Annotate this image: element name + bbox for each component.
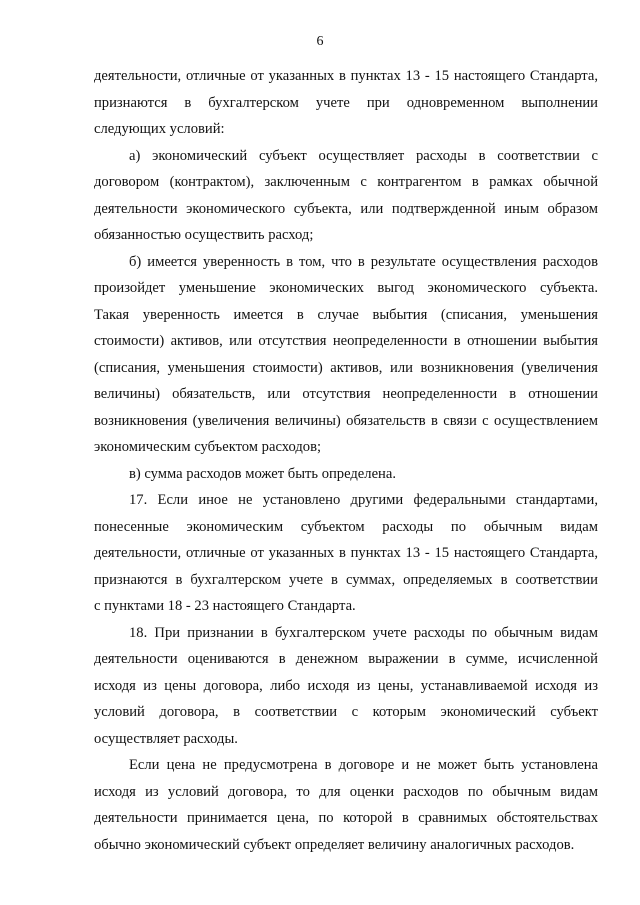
paragraph bbox=[94, 143, 598, 249]
text-line: деятельности, отличные от указанных в пунктах 13 - 15 настоящего Стандарта, bbox=[94, 545, 598, 561]
text-line: Такая уверенность имеется в случае выбытия (списания, уменьшения bbox=[94, 306, 598, 323]
paragraph bbox=[94, 620, 598, 753]
text-line: произойдет уменьшение экономических выгод экономического субъекта. bbox=[94, 280, 598, 296]
text-line: величины) обязательств, или отсутствия неопределенности в отношении bbox=[94, 386, 598, 402]
page-number: 6 bbox=[316, 34, 324, 49]
text-line: 18. При признании в бухгалтерском учете расходы по обычным видам bbox=[129, 624, 598, 641]
text-line: в) сумма расходов может быть определена. bbox=[129, 465, 396, 482]
text-line: понесенные экономическим субъектом расходы по обычным видам bbox=[94, 518, 598, 535]
text-line: а) экономический субъект осуществляет расходы в соответствии с bbox=[129, 147, 598, 164]
text-line: деятельности принимается цена, по которой в сравнимых обстоятельствах bbox=[94, 810, 598, 826]
text-line: стоимости) активов, или отсутствия неопределенности в отношении выбытия bbox=[94, 333, 598, 349]
text-line: обычно экономический субъект определяет величину аналогичных расходов. bbox=[94, 836, 575, 853]
text-line: обязанностью осуществить расход; bbox=[94, 227, 314, 243]
text-line: деятельности оцениваются в денежном выражении в сумме, исчисленной bbox=[94, 651, 598, 667]
document-body bbox=[94, 63, 598, 858]
text-line: признаются в бухгалтерском учете в суммах, определяемых в соответствии bbox=[94, 571, 598, 588]
text-line: деятельности экономического субъекта, или подтвержденной иным образом bbox=[94, 200, 598, 217]
paragraph bbox=[94, 63, 598, 143]
text-line: признаются в бухгалтерском учете при одновременном выполнении bbox=[94, 94, 598, 111]
paragraph bbox=[94, 249, 598, 461]
text-line: возникновения (увеличения величины) обязательств в связи с осуществлением bbox=[94, 412, 598, 429]
text-line: б) имеется уверенность в том, что в результате осуществления расходов bbox=[129, 253, 598, 270]
text-line: осуществляет расходы. bbox=[94, 730, 238, 747]
text-line: Если цена не предусмотрена в договоре и не может быть установлена bbox=[129, 757, 598, 773]
text-line: исходя из условий договора, то для оценки расходов по обычным видам bbox=[94, 783, 598, 800]
paragraph bbox=[94, 461, 598, 488]
text-line: исходя из цены договора, либо исходя из цены, устанавливаемой исходя из bbox=[94, 677, 598, 694]
text-line: экономическим субъектом расходов; bbox=[94, 439, 322, 455]
text-line: следующих условий: bbox=[94, 121, 225, 137]
text-line: договором (контрактом), заключенным с контрагентом в рамках обычной bbox=[94, 174, 598, 190]
text-line: деятельности, отличные от указанных в пунктах 13 - 15 настоящего Стандарта, bbox=[94, 68, 598, 84]
paragraph bbox=[94, 752, 598, 858]
paragraph bbox=[94, 487, 598, 620]
text-line: с пунктами 18 - 23 настоящего Стандарта. bbox=[94, 598, 356, 614]
text-line: условий договора, в соответствии с которым экономический субъект bbox=[94, 704, 598, 720]
text-line: 17. Если иное не установлено другими федеральными стандартами, bbox=[129, 492, 598, 508]
text-line: (списания, уменьшения стоимости) активов, или возникновения (увеличения bbox=[94, 359, 598, 376]
